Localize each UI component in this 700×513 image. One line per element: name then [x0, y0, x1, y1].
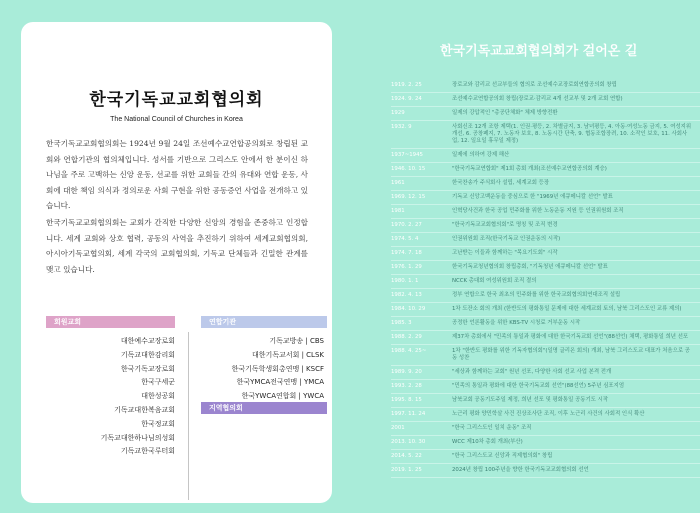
- list-item: 한국YWCA연합회 | YWCA: [241, 392, 324, 401]
- timeline-date: 1997. 11. 24: [391, 411, 426, 417]
- timeline-date: 2013. 10. 30: [391, 439, 426, 445]
- organization-subtitle: The National Council of Churches in Korea: [110, 116, 243, 123]
- timeline-event-text: 제37차 총회에서 "민족의 통일과 평화에 대한 한국기독교회 선언"(88선언) 채택, 평화통일 희년 선포: [452, 334, 689, 340]
- timeline-row: [391, 380, 700, 394]
- timeline-date: 1982. 4. 13: [391, 292, 422, 298]
- timeline-date: 2001: [391, 425, 405, 431]
- timeline-date: 1993. 2. 28: [391, 383, 422, 389]
- timeline-row: [391, 275, 700, 289]
- timeline-date: 1946. 10. 15: [391, 166, 426, 172]
- timeline-event-text: 공정한 언론활동을 위한 KBS-TV 시청료 거부운동 시작: [452, 320, 581, 326]
- timeline-row: [391, 408, 700, 422]
- list-item: 한국구세군: [141, 378, 175, 387]
- agencies-list: [201, 335, 324, 404]
- timeline-event-text: 인권위원회 조직(한국기독교 인권운동의 시작): [452, 236, 561, 242]
- timeline-date: 1924. 9. 24: [391, 96, 422, 102]
- timeline-row: [391, 303, 700, 317]
- timeline-date: 1919. 2. 25: [391, 82, 422, 88]
- list-item: 기독교한국루터회: [120, 447, 175, 456]
- timeline-event-text: 남북교회 공동기도주일 제정, 희년 선포 및 평화통일 공동기도 시작: [452, 397, 609, 403]
- timeline-event-text: 조선예수교연합공의회 창립(장로교·감리교 4개 선교부 및 2개 교회 연합): [452, 96, 623, 102]
- relations-paragraph: 한국기독교교회협의회는 교회가 간직한 다양한 신앙의 경험을 존중하고 인정합니다. 세계 교회와 상호 협력, 공동의 사역을 추진하기 위하여 세계교회협의회, 아시아기독교협의회, 세계 각국의 교회협의회, 기독교 단체들과 긴밀한 관계를 맺고 있습니다.: [46, 218, 308, 274]
- agencies-header: 연합기관: [201, 316, 327, 328]
- list-item: 한국정교회: [141, 419, 175, 428]
- organization-card: [21, 22, 332, 503]
- timeline-row: [391, 345, 700, 366]
- timeline-date: 1974. 7. 18: [391, 250, 422, 256]
- timeline-date: 1932. 9: [391, 124, 412, 130]
- timeline-event-text: 사회신조 12개 조항 제택(1. 인권·평등, 2. 차별금지, 3. 남녀평등, 4. 아동·여성노동 금지, 5. 여성지위 개선, 6. 공창폐지, 7. 노동자 보호, 8. 노동시간 단축, 9. 협동조합장려, 10. 소작인 보호, 11. 사회사업, 12. 일요일 휴무일 제정): [452, 124, 692, 144]
- column-divider: [188, 332, 189, 500]
- timeline-event-text: 일제의 강압적인 "총공단체화" 체제 방향전환: [452, 110, 558, 116]
- timeline-event-text: "한국기독교연합회" 제1회 총회 개최(조선예수교연합공의회 계승): [452, 166, 607, 172]
- timeline-title: 한국기독교교회협의회가 걸어온 길: [440, 44, 638, 59]
- timeline-date: 1988. 2. 29: [391, 334, 422, 340]
- list-item: 기독교방송 | CBS: [269, 337, 324, 345]
- timeline-date: 1988. 4. 25~: [391, 348, 427, 354]
- timeline-row: [391, 366, 700, 380]
- timeline-row: [391, 149, 700, 163]
- timeline-row: [391, 79, 700, 93]
- timeline-event-text: 장로교와 감리교 선교부들의 협의로 조선예수교장로회연합공의회 창립: [452, 82, 617, 88]
- timeline-date: 1974. 5. 4: [391, 236, 419, 242]
- timeline-row: [391, 289, 700, 303]
- list-item: 기독교대한복음교회: [114, 405, 175, 414]
- timeline-event-text: 한국찬송가 주식회사 설립, 세계교회 등장: [452, 180, 550, 186]
- timeline-event-text: 일제에 의하여 강제 해산: [452, 152, 510, 158]
- list-item: 대한기독교서회 | CLSK: [252, 350, 324, 359]
- timeline-event-text: "한국 그리스도인 일치 운동" 조직: [452, 425, 532, 431]
- timeline-event-text: 한국기독교청년협의회 창립총회, "기독청년 에큐메니칼 선언" 발표: [452, 264, 608, 270]
- list-item: 한국기독교장로회: [120, 364, 175, 373]
- timeline-date: 1995. 8. 15: [391, 397, 422, 403]
- timeline-row: [391, 436, 700, 450]
- timeline-date: 1984. 10. 29: [391, 306, 426, 312]
- timeline-event-text: 1차 도잔소 회의 개최 (한반도의 평화통일 문제에 대한 세계교회 토의, 남북 그리스도인 교류 제의): [452, 306, 682, 312]
- list-item: 한국YMCA전국연맹 | YMCA: [236, 378, 324, 387]
- timeline-event-text: WCC 제10차 총회 개최(부산): [452, 439, 523, 445]
- timeline-event-text: NCCK 총대회 여성위원회 조직 결의: [452, 278, 537, 284]
- timeline-event-text: 노근리 평화 양민학살 사건 진상조사단 조직, 이후 노근리 사건의 사회적 인식 확산: [452, 411, 645, 417]
- timeline-event-text: 고난받는 이들과 함께하는 "목요기도회" 시작: [452, 250, 558, 256]
- member-churches-header: 회원교회: [46, 316, 175, 328]
- timeline-date: 1980. 1. 1: [391, 278, 419, 284]
- timeline-event-text: "세상과 함께하는 교회" 원년 선포, 다양한 사회 선교 사업 본격 전개: [452, 369, 612, 375]
- member-churches-list: [46, 335, 175, 459]
- timeline-date: 1929: [391, 110, 405, 116]
- organization-title: 한국기독교교회협의회: [89, 90, 264, 110]
- timeline-row: [391, 177, 700, 191]
- timeline-date: 1989. 9. 20: [391, 369, 422, 375]
- timeline-date: 1969. 12. 15: [391, 194, 426, 200]
- timeline-date: 2014. 5. 22: [391, 453, 422, 459]
- timeline-date: 1985. 3: [391, 320, 412, 326]
- timeline-row: [391, 163, 700, 177]
- timeline-event-text: 기독교 신앙고백운동을 중심으로 한 "1969년 에큐메니칼 선언" 발표: [452, 194, 613, 200]
- list-item: 한국기독학생회총연맹 | KSCF: [231, 364, 324, 373]
- timeline-date: 2019. 1. 25: [391, 467, 422, 473]
- list-item: 기독교대한하나님의성회: [100, 433, 175, 442]
- timeline-date: 1981: [391, 208, 405, 214]
- timeline-row: [391, 233, 700, 247]
- timeline-row: [391, 205, 700, 219]
- timeline-date: 1961: [391, 180, 405, 186]
- timeline-row: [391, 317, 700, 331]
- timeline-row: [391, 422, 700, 436]
- regional-councils-header: 지역협의회: [201, 402, 327, 414]
- list-item: 기독교대한감리회: [120, 350, 175, 359]
- timeline-event-text: 정부 연합으로 한국 최초의 민주화를 위한 한국교회협의회연대조직 설립: [452, 292, 621, 298]
- timeline-row: [391, 394, 700, 408]
- list-item: 대한성공회: [141, 392, 175, 401]
- timeline-date: 1937~1945: [391, 152, 423, 158]
- timeline-event-text: "한국 그리스도교 신앙과 직제협의회" 창립: [452, 453, 553, 459]
- intro-paragraph: 한국기독교교회협의회는 1924년 9월 24일 조선예수교연합공의회로 창립된 교회와 연합기관의 협의체입니다. 성서를 기반으로 그리스도 안에서 한 분이신 하나님을 주로 고백하는 신앙 운동, 선교를 위한 교회들 간의 유대와 연합 운동, 사회에 대한 책임 의식과 정의로운 사회 구현을 위한 공동증언 사업을 전개하고 있습니다.: [46, 139, 308, 210]
- timeline-row: [391, 450, 700, 464]
- timeline-event-text: 2024년 창립 100주년을 향한 한국기독교교회협의회 선언: [452, 467, 589, 473]
- timeline-event-text: "한국기독교교회협의회"로 명칭 및 조직 변경: [452, 222, 558, 228]
- timeline-row: [391, 219, 700, 233]
- timeline-list: [391, 79, 700, 478]
- timeline-row: [391, 93, 700, 107]
- timeline-row: [391, 107, 700, 121]
- timeline-event-text: "민족의 통일과 평화에 대한 한국기독교회 선언"(88선언) 5주년 심포지엄: [452, 383, 625, 389]
- list-item: 대한예수교장로회: [120, 337, 175, 345]
- timeline-date: 1976. 1. 29: [391, 264, 422, 270]
- timeline-row: [391, 121, 700, 149]
- timeline-row: [391, 331, 700, 345]
- timeline-row: [391, 261, 700, 275]
- timeline-row: [391, 464, 700, 478]
- timeline-date: 1970. 2. 27: [391, 222, 422, 228]
- timeline-event-text: 인혁당사건과 한국 공업 민주화를 위한 노동운동 지원 등 인권위원회 조직: [452, 208, 624, 214]
- timeline-row: [391, 191, 700, 205]
- timeline-event-text: 1차 "한반도 평화를 위한 기독자협의회"(일명 글리온 회의) 개최, 남북 그리스도교 대표가 처음으로 공동 성찬: [452, 348, 690, 361]
- timeline-row: [391, 247, 700, 261]
